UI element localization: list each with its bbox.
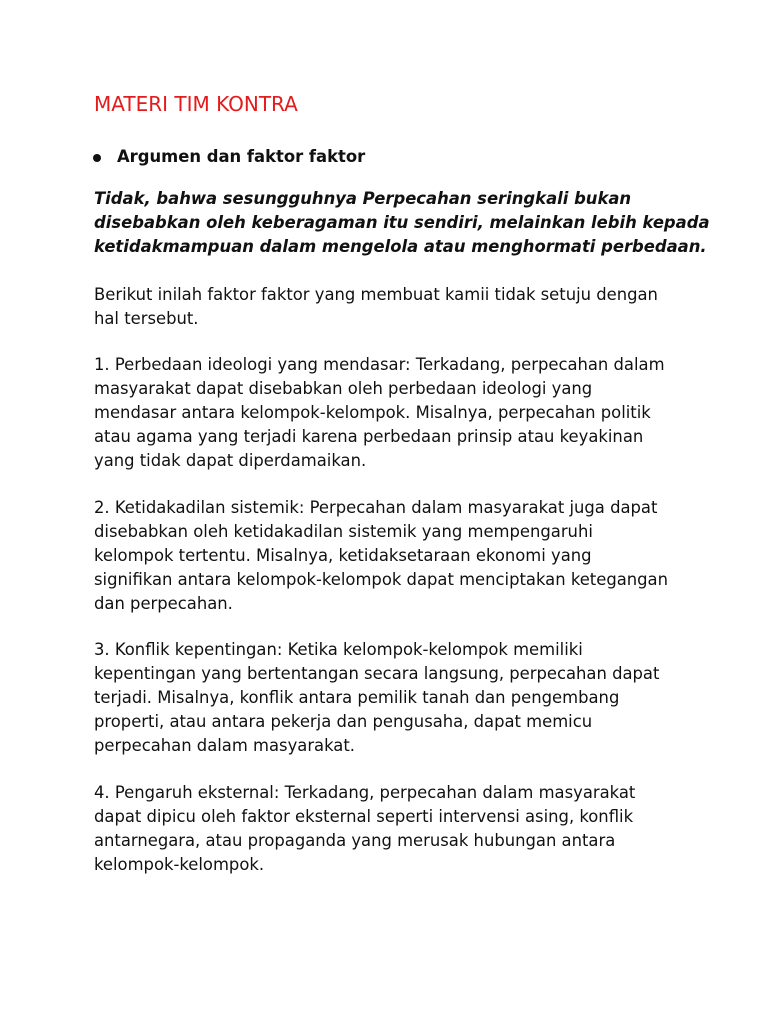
intro-line: hal tersebut. — [94, 309, 199, 328]
point-1-line: mendasar antara kelompok-kelompok. Misalnya, perpecahan politik — [94, 403, 651, 422]
bullet-heading: Argumen dan faktor faktor — [117, 147, 366, 166]
point-4-line: 4. Pengaruh eksternal: Terkadang, perpecahan dalam masyarakat — [94, 783, 636, 802]
point-1-line: yang tidak dapat diperdamaikan. — [94, 451, 367, 470]
thesis-line: disebabkan oleh keberagaman itu sendiri, melainkan lebih kepada — [94, 213, 710, 232]
point-4-line: kelompok-kelompok. — [94, 855, 265, 874]
point-1-line: masyarakat dapat disebabkan oleh perbedaan ideologi yang — [94, 379, 593, 398]
thesis-line: ketidakmampuan dalam mengelola atau menghormati perbedaan. — [94, 237, 707, 256]
point-4-line: dapat dipicu oleh faktor eksternal seperti intervensi asing, konflik — [94, 807, 634, 826]
point-2-line: 2. Ketidakadilan sistemik: Perpecahan dalam masyarakat juga dapat — [94, 498, 658, 517]
point-3-line: terjadi. Misalnya, konflik antara pemilik tanah dan pengembang — [94, 688, 620, 707]
point-2-line: disebabkan oleh ketidakadilan sistemik yang mempengaruhi — [94, 522, 593, 541]
point-1-line: atau agama yang terjadi karena perbedaan prinsip atau keyakinan — [94, 427, 644, 446]
thesis-line: Tidak, bahwa sesungguhnya Perpecahan seringkali bukan — [94, 189, 632, 208]
point-4-line: antarnegara, atau propaganda yang merusak hubungan antara — [94, 831, 616, 850]
bullet-icon — [93, 154, 101, 162]
page-title: MATERI TIM KONTRA — [94, 92, 298, 116]
point-3-line: kepentingan yang bertentangan secara langsung, perpecahan dapat — [94, 664, 660, 683]
point-2-line: signifikan antara kelompok-kelompok dapat menciptakan ketegangan — [94, 570, 668, 589]
point-1-line: 1. Perbedaan ideologi yang mendasar: Terkadang, perpecahan dalam — [94, 355, 665, 374]
point-3-line: properti, atau antara pekerja dan pengusaha, dapat memicu — [94, 712, 593, 731]
point-3-line: 3. Konflik kepentingan: Ketika kelompok-kelompok memiliki — [94, 640, 583, 659]
intro-line: Berikut inilah faktor faktor yang membuat kamii tidak setuju dengan — [94, 285, 658, 304]
point-2-line: kelompok tertentu. Misalnya, ketidaksetaraan ekonomi yang — [94, 546, 592, 565]
point-3-line: perpecahan dalam masyarakat. — [94, 736, 355, 755]
point-2-line: dan perpecahan. — [94, 594, 233, 613]
